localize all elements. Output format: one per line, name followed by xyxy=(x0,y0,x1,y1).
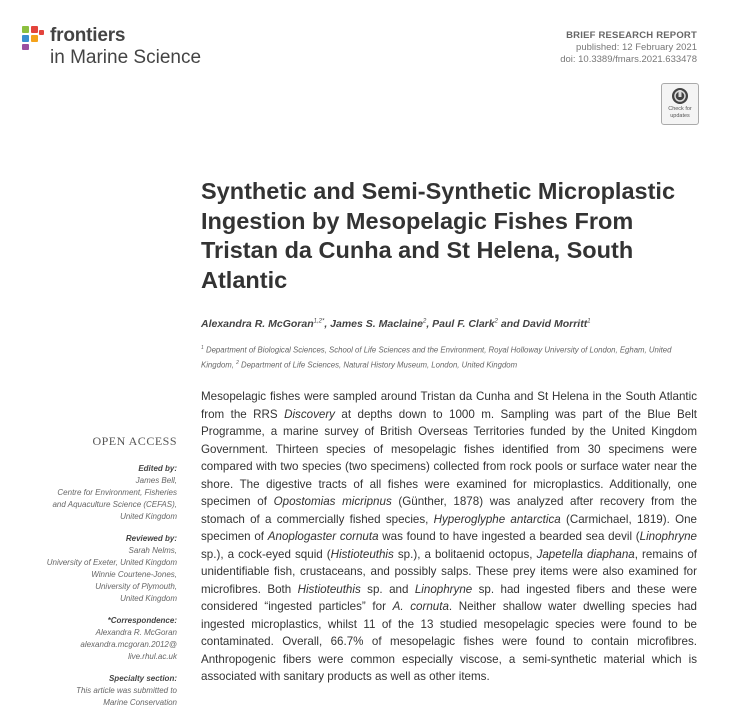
species-name: Histioteuthis xyxy=(330,547,394,561)
affiliation-text: Department of Biological Sciences, School of Life Sciences and the Environment, Royal Holloway University of London, Egham, United Kingdom, xyxy=(201,345,672,370)
species-name: Discovery xyxy=(284,407,335,421)
affiliation-marker: 1 xyxy=(201,345,204,351)
affiliation-marker: 2 xyxy=(236,359,239,366)
logo-square-red xyxy=(31,26,38,33)
abstract xyxy=(201,388,697,686)
sidebar-line: and Aquaculture Science (CEFAS), xyxy=(52,500,177,509)
sidebar-line: United Kingdom xyxy=(120,512,177,521)
abstract-text: at depths down to 1000 m. Sampling was part of the Blue Belt Programme, a marine survey of British Overseas Territories funded by the United Kingdom Government. Thirteen species of mesopelagic fishes identified from 30 specimens were compared with two species (two specimens) collected from rock pools or surface water near the shore. The digestive tracts of all fishes were examined for microplastics. Additionally, one specimen of xyxy=(201,407,697,508)
abstract-text: sp. had ingested fibers and these were considered “ingested particles” for xyxy=(201,582,697,613)
article-meta xyxy=(560,30,697,66)
article-title: Synthetic and Semi-Synthetic Microplastic Ingestion by Mesopelagic Fishes From Tristan da Cunha and St Helena, South Atlantic xyxy=(201,178,676,293)
article-type: BRIEF RESEARCH REPORT xyxy=(566,30,697,41)
author-name[interactable]: Alexandra R. McGoran xyxy=(201,318,314,330)
sidebar-line: University of Plymouth, xyxy=(95,582,177,591)
sidebar-gap xyxy=(20,605,177,615)
abstract-text: sp.), a bolitaenid octopus, xyxy=(393,547,537,561)
sidebar-line: live.rhul.ac.uk xyxy=(128,652,177,661)
author-name[interactable]: James S. Maclaine xyxy=(330,318,423,330)
author-list xyxy=(201,318,591,330)
abstract-text: (Carmichael, 1819). One specimen of xyxy=(201,512,697,543)
abstract-text: . Neither shallow water dwelling species had ingested microplastics, whilst 11 of the 13 studied mesopelagic species were found to be contaminated. Overall, 66.7% of mesopelagic fishes were found to contain microfibres. Anthropogenic fibers were common especially viscose, a semi-synthetic material which is associated with sanitary products as well as other items. xyxy=(201,600,698,683)
author-affiliation-marker: 2 xyxy=(494,318,498,325)
sidebar-heading: Reviewed by: xyxy=(125,534,177,543)
affiliations xyxy=(201,342,701,371)
author-separator: and xyxy=(497,318,523,330)
abstract-text: (Günther, 1878) was analyzed after recovery from the stomach of a commercially fished species, xyxy=(201,495,698,526)
species-name: A. cornuta xyxy=(392,600,449,613)
journal-subtitle: in Marine Science xyxy=(50,47,202,68)
logo-square-orange xyxy=(31,35,38,42)
sidebar-line: Marine Conservation xyxy=(103,698,177,707)
author-name[interactable]: Paul F. Clark xyxy=(432,318,495,330)
abstract-text: was found to have ingested a bearded sea devil ( xyxy=(378,530,640,543)
doi[interactable]: doi: 10.3389/fmars.2021.633478 xyxy=(560,54,697,65)
sidebar-line: Centre for Environment, Fisheries xyxy=(57,488,177,497)
journal-logo[interactable] xyxy=(22,22,242,72)
sidebar-line: United Kingdom xyxy=(120,594,177,603)
sidebar-heading: *Correspondence: xyxy=(107,616,177,625)
check-updates-label-2: updates xyxy=(670,113,690,119)
author-separator: , xyxy=(324,318,331,330)
affiliation-text: Department of Life Sciences, Natural History Museum, London, United Kingdom xyxy=(238,360,518,370)
article-sidebar xyxy=(20,434,177,709)
species-name: Anoplogaster cornuta xyxy=(267,530,379,543)
journal-brand: frontiers xyxy=(50,25,126,46)
sidebar-line: alexandra.mcgoran.2012@ xyxy=(80,640,177,649)
sidebar-line: James Bell, xyxy=(135,476,177,485)
logo-square-green xyxy=(22,26,29,33)
sidebar-gap xyxy=(20,523,177,533)
sidebar-line: Alexandra R. McGoran xyxy=(95,628,177,637)
frontiers-logo-icon xyxy=(22,26,46,50)
sidebar-line: University of Exeter, United Kingdom xyxy=(46,558,177,567)
author-affiliation-marker: 1 xyxy=(587,318,591,325)
logo-square-small xyxy=(39,30,44,35)
open-access-label: OPEN ACCESS xyxy=(92,434,177,448)
abstract-text: Mesopelagic fishes were sampled around Tristan da Cunha and St Helena in the South Atlantic from the RRS xyxy=(201,390,697,421)
check-updates-icon xyxy=(671,87,689,105)
author-name[interactable]: David Morritt xyxy=(522,318,588,330)
abstract-text: , remains of unidentifiable fish, crustaceans, and possibly salps. These prey items were also examined for microfibres. Both xyxy=(201,547,697,596)
species-name: Opostomias micripnus xyxy=(273,495,392,508)
sidebar-sections xyxy=(20,463,177,709)
author-affiliation-marker: 2 xyxy=(422,318,427,325)
species-name: Linophryne xyxy=(639,530,698,543)
logo-square-purple xyxy=(22,44,29,50)
species-name: Japetella diaphana xyxy=(536,547,635,561)
author-affiliation-marker: 1,2* xyxy=(313,318,325,325)
abstract-text: sp.), a cock-eyed squid ( xyxy=(201,547,331,561)
sidebar-line: This article was submitted to xyxy=(76,686,177,695)
abstract-text: sp. and xyxy=(360,582,415,596)
sidebar-line: Winnie Courtene-Jones, xyxy=(91,570,177,579)
check-updates-label-1: Check for xyxy=(668,106,692,112)
author-separator: , xyxy=(426,318,433,330)
sidebar-heading: Specialty section: xyxy=(108,674,177,683)
logo-square-blue xyxy=(22,35,29,42)
check-for-updates-button[interactable] xyxy=(661,83,699,125)
species-name: Hyperoglyphe antarctica xyxy=(433,512,561,526)
sidebar-heading: Edited by: xyxy=(138,464,177,473)
sidebar-line: Sarah Nelms, xyxy=(128,546,177,555)
species-name: Histioteuthis xyxy=(297,582,361,596)
species-name: Linophryne xyxy=(414,582,473,596)
sidebar-gap xyxy=(20,663,177,673)
published-date: published: 12 February 2021 xyxy=(576,42,697,53)
